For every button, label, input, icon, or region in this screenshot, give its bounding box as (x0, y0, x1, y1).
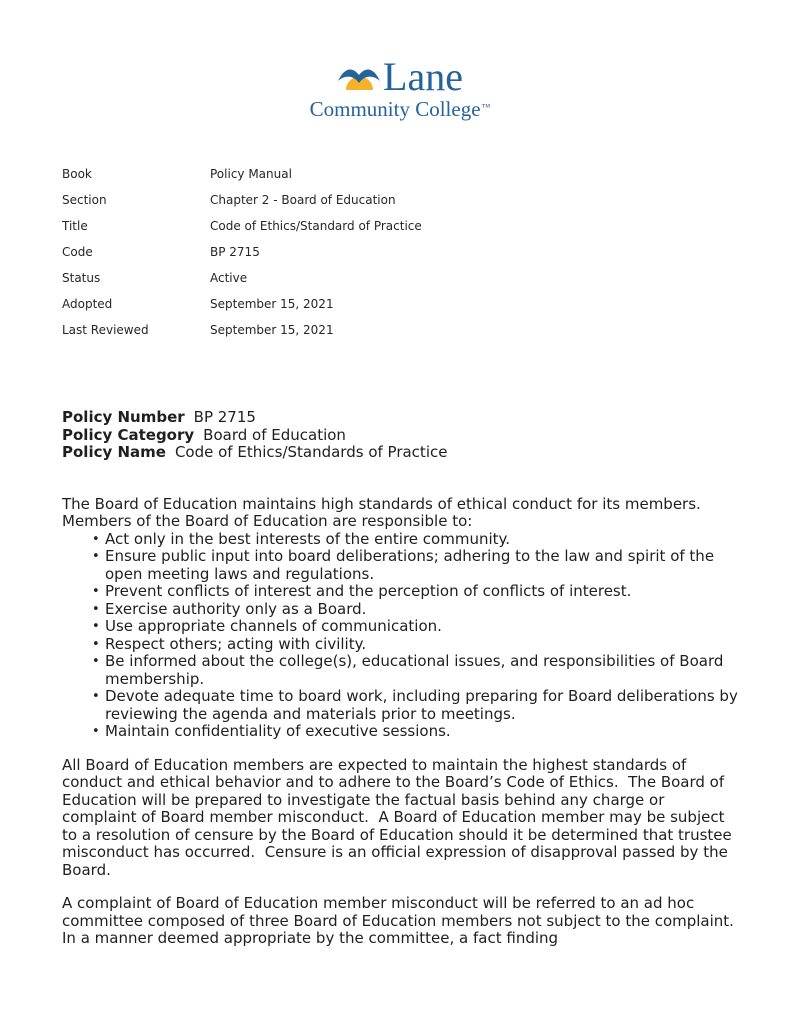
policy-category-value: Board of Education (203, 425, 346, 444)
table-row (62, 272, 742, 285)
list-item: • Maintain confidentiality of executive sessions. (92, 723, 742, 741)
meta-label-title: Title (62, 219, 88, 233)
paragraph: A complaint of Board of Education member misconduct will be referred to an ad hoc committee composed of three Board of Education members not subject to the complaint. In a manner deemed appropriate by the committee, a fact finding (62, 894, 744, 947)
logo-subtitle: Community College (309, 97, 481, 121)
meta-label-book: Book (62, 167, 92, 181)
logo-subtitle-row (0, 97, 800, 122)
meta-label-code: Code (62, 245, 93, 259)
policy-header (62, 409, 742, 462)
paragraph: All Board of Education members are expected to maintain the highest standards of conduct and ethical behavior and to adhere to the Board’s Code of Ethics. The Board of Education will be prepared to investigate the factual basis behind any charge or complaint of Board member misconduct. A Board of Education member may be subject to a resolution of censure by the Board of Education should it be determined that trustee misconduct has occurred. Censure is an official expression of disapproval passed by the Board. (62, 755, 737, 879)
policy-number-field (62, 409, 742, 427)
list-item: • Be informed about the college(s), educational issues, and responsibilities of Board membership. (92, 653, 742, 688)
meta-label-status: Status (62, 271, 101, 285)
responsibilities-list (62, 531, 742, 741)
policy-number-label: Policy Number (62, 408, 185, 426)
policy-name-field (62, 444, 742, 462)
policy-category-label: Policy Category (62, 425, 195, 444)
meta-value-code: BP 2715 (210, 245, 260, 259)
table-row (62, 324, 742, 337)
policy-name-label: Policy Name (62, 443, 166, 461)
list-item: • Use appropriate channels of communication. (92, 618, 742, 636)
meta-label-section: Section (62, 193, 107, 207)
meta-value-title: Code of Ethics/Standard of Practice (210, 219, 422, 233)
table-row (62, 220, 742, 233)
list-item: • Act only in the best interests of the entire community. (92, 531, 742, 549)
meta-label-adopted: Adopted (62, 297, 113, 311)
lane-sun-wave-logo-icon (337, 59, 381, 93)
policy-body (62, 496, 742, 948)
policy-name-value: Code of Ethics/Standards of Practice (174, 443, 448, 461)
table-row (62, 246, 742, 259)
intro-paragraph: The Board of Education maintains high standards of ethical conduct for its members. Members of the Board of Education are responsible to: (62, 494, 706, 530)
meta-value-book: Policy Manual (210, 167, 292, 181)
list-item: • Prevent conflicts of interest and the perception of conflicts of interest. (92, 583, 742, 601)
lane-community-college-logo (0, 0, 800, 122)
policy-number-value: BP 2715 (193, 408, 256, 426)
table-row (62, 298, 742, 311)
meta-value-section: Chapter 2 - Board of Education (210, 193, 396, 207)
list-item: • Exercise authority only as a Board. (92, 601, 742, 619)
meta-value-adopted: September 15, 2021 (210, 297, 334, 311)
policy-category-field (62, 427, 742, 445)
meta-value-status: Active (210, 271, 248, 285)
table-row (62, 194, 742, 207)
logo-row (0, 54, 800, 99)
policy-metadata-table (62, 168, 742, 337)
meta-value-last-reviewed: September 15, 2021 (210, 323, 334, 337)
logo-wordmark: Lane (383, 54, 463, 99)
list-item: • Devote adequate time to board work, including preparing for Board deliberations by reviewing the agenda and materials prior to meetings. (92, 688, 742, 723)
logo-trademark: ™ (481, 102, 491, 112)
list-item: • Ensure public input into board deliberations; adhering to the law and spirit of the open meeting laws and regulations. (92, 548, 742, 583)
meta-label-last-reviewed: Last Reviewed (62, 323, 149, 337)
list-item: • Respect others; acting with civility. (92, 636, 742, 654)
table-row (62, 168, 742, 181)
